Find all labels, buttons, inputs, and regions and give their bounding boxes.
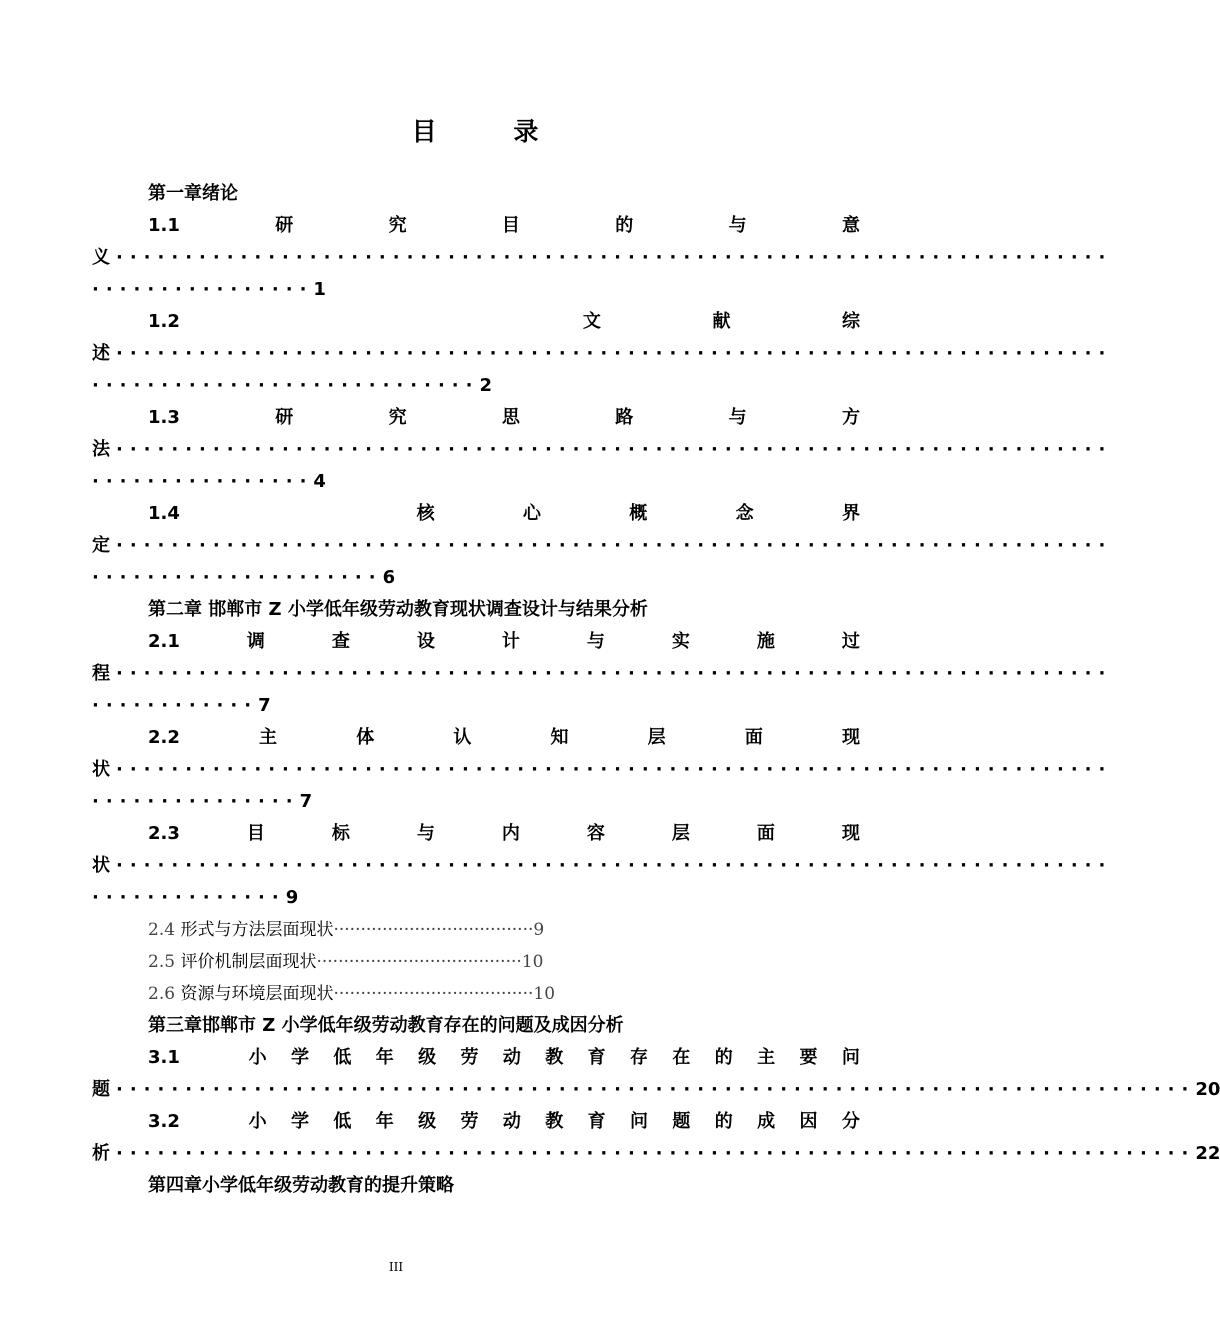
toc-entry-2-2: 2.2 主 体 认 知 层 面 现 bbox=[148, 727, 860, 748]
toc-entry-3-2: 3.2 小 学 低 年 级 劳 动 教 育 问 题 的 成 因 分 bbox=[148, 1111, 860, 1132]
toc-leader-row: 述 ········································································ bbox=[92, 343, 1113, 364]
page-number: 6 bbox=[382, 567, 396, 588]
page-number: 7 bbox=[299, 791, 313, 812]
dot-leader: ····································· bbox=[333, 920, 534, 940]
toc-leader-row: 程 ········································································ bbox=[92, 663, 1113, 684]
dot-leader: ········································································ bbox=[116, 343, 1113, 364]
dot-leader: ········································································ bbox=[116, 663, 1113, 684]
toc-leader-row: 定 ········································································ bbox=[92, 535, 1113, 556]
dot-leader: ·············································································· bbox=[116, 1079, 1196, 1100]
section-number: 1.1 bbox=[148, 215, 180, 236]
chapter-3-heading: 第三章邯郸市 Z 小学低年级劳动教育存在的问题及成因分析 bbox=[148, 1015, 624, 1036]
page-number: 2 bbox=[479, 375, 492, 396]
section-number: 3.1 bbox=[148, 1047, 180, 1068]
chapter-4-heading: 第四章小学低年级劳动教育的提升策略 bbox=[148, 1175, 454, 1196]
section-number: 1.2 bbox=[148, 311, 180, 332]
toc-page-row: ················4 bbox=[92, 471, 326, 492]
page-number: 7 bbox=[258, 695, 271, 716]
chapter-2-heading: 第二章 邯郸市 Z 小学低年级劳动教育现状调查设计与结果分析 bbox=[148, 599, 648, 620]
toc-entry-2-3: 2.3 目 标 与 内 容 层 面 现 bbox=[148, 823, 860, 844]
section-number: 1.4 bbox=[148, 503, 180, 524]
toc-title: 目 录 bbox=[411, 117, 573, 146]
toc-entry-1-4: 1.4 核 心 概 念 界 bbox=[148, 503, 860, 524]
page-number: 9 bbox=[285, 887, 299, 908]
toc-entry-1-3: 1.3 研 究 思 路 与 方 bbox=[148, 407, 860, 428]
dot-leader: ········································································ bbox=[116, 535, 1113, 556]
section-number: 1.3 bbox=[148, 407, 180, 428]
toc-entry-2-1: 2.1 调 查 设 计 与 实 施 过 bbox=[148, 631, 860, 652]
toc-page-row: ··············9 bbox=[92, 887, 299, 908]
toc-leader-row: 义 ········································································ bbox=[92, 247, 1113, 268]
dot-leader: ······································ bbox=[316, 952, 522, 972]
dot-leader: ····································· bbox=[333, 984, 534, 1004]
dot-leader: ········································································ bbox=[116, 247, 1113, 268]
page-number: 4 bbox=[313, 471, 326, 492]
dot-leader: ·············································································· bbox=[116, 1143, 1196, 1164]
toc-page-row: ············7 bbox=[92, 695, 271, 716]
section-number: 2.2 bbox=[148, 727, 180, 748]
dot-leader: ········································································ bbox=[116, 855, 1113, 876]
toc-leader-row: 状 ········································································ bbox=[92, 855, 1113, 876]
toc-entry-2-6: 2.6 资源与环境层面现状·····································10 bbox=[148, 984, 556, 1004]
page-number: 10 bbox=[533, 984, 556, 1004]
toc-leader-row: 状 ········································································ bbox=[92, 759, 1113, 780]
page-number: 20 bbox=[1195, 1079, 1220, 1100]
toc-page-row: ····························2 bbox=[92, 375, 492, 396]
page-number: 1 bbox=[313, 279, 326, 300]
section-number: 2.1 bbox=[148, 631, 180, 652]
toc-leader-row: 题 ·············································································· 20 bbox=[92, 1079, 1220, 1100]
toc-leader-row: 法 ········································································ bbox=[92, 439, 1113, 460]
toc-entry-1-1: 1.1 研 究 目 的 与 意 bbox=[148, 215, 860, 236]
toc-leader-row: 析 ·············································································· 22 bbox=[92, 1143, 1220, 1164]
toc-page-row: ·····················6 bbox=[92, 567, 396, 588]
section-number: 2.3 bbox=[148, 823, 180, 844]
toc-entry-2-4: 2.4 形式与方法层面现状·····································9 bbox=[148, 920, 545, 940]
page-number: 9 bbox=[533, 920, 545, 940]
toc-page-row: ···············7 bbox=[92, 791, 313, 812]
section-number: 3.2 bbox=[148, 1111, 180, 1132]
page-footer-number: III bbox=[388, 1260, 404, 1274]
toc-entry-1-2: 1.2 文 献 综 bbox=[148, 311, 860, 332]
page-number: 22 bbox=[1195, 1143, 1220, 1164]
toc-entry-2-5: 2.5 评价机制层面现状······································10 bbox=[148, 952, 544, 972]
toc-entry-3-1: 3.1 小 学 低 年 级 劳 动 教 育 存 在 的 主 要 问 bbox=[148, 1047, 860, 1068]
page-number: 10 bbox=[521, 952, 544, 972]
dot-leader: ········································································ bbox=[116, 759, 1113, 780]
chapter-1-heading: 第一章绪论 bbox=[148, 183, 238, 204]
toc-page-row: ················1 bbox=[92, 279, 326, 300]
dot-leader: ········································································ bbox=[116, 439, 1113, 460]
